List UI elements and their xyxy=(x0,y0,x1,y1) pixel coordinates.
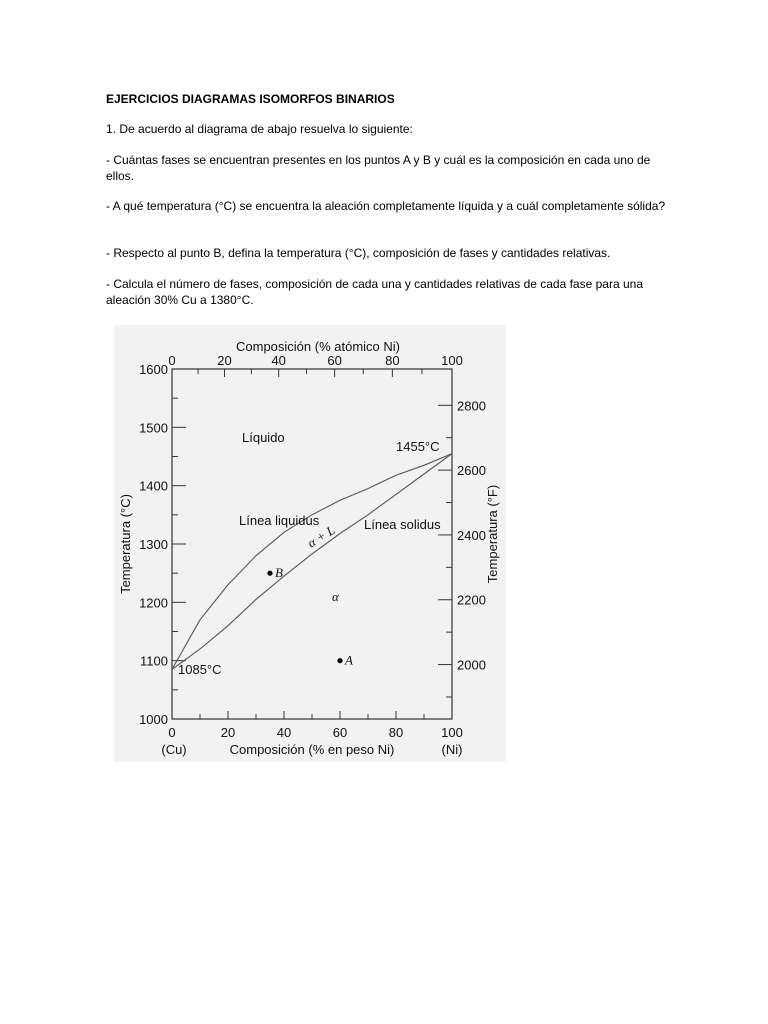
point-b xyxy=(267,571,272,576)
solidus-label: Línea solidus xyxy=(364,517,441,532)
y-tick-label: 1500 xyxy=(139,420,168,436)
x2-tick-label: 40 xyxy=(271,353,286,368)
paragraph-2: - Cuántas fases se encuentran presentes en los puntos A y B y cuál es la composición en cada uno de ellos. xyxy=(106,153,651,183)
paragraph-3: - A qué temperatura (°C) se encuentra la aleación completamente líquida y a cuál completamente sólida? xyxy=(106,199,666,213)
x-end-label-cu: (Cu) xyxy=(161,742,187,757)
y2-tick-label: 2800 xyxy=(457,398,486,414)
y2-tick-label: 2400 xyxy=(457,527,486,543)
y2-axis-label: Temperatura (°F) xyxy=(485,484,500,584)
y-tick-label: 1000 xyxy=(139,712,168,727)
region-label-liquid: Líquido xyxy=(242,430,285,445)
x-tick-label: 80 xyxy=(388,725,404,740)
y-axis-label: Temperatura (°C) xyxy=(118,494,133,594)
x-axis-label: Composición (% en peso Ni) xyxy=(229,742,395,757)
liquidus-label: Línea liquidus xyxy=(239,513,320,528)
x-tick-label: 20 xyxy=(220,725,236,740)
x2-tick-label: 80 xyxy=(385,353,400,368)
paragraph-4: - Respecto al punto B, defina la temperatura (°C), composición de fases y cantidades relativas. xyxy=(106,246,611,260)
document-title: EJERCICIOS DIAGRAMAS ISOMORFOS BINARIOS xyxy=(106,92,395,106)
point-label-a: A xyxy=(345,652,353,668)
cu-melting-label: 1085°C xyxy=(178,662,222,677)
y-tick-label: 1200 xyxy=(139,595,168,611)
y-tick-label: 1600 xyxy=(139,362,168,377)
y2-tick-label: 2000 xyxy=(457,657,486,673)
point-label-b: B xyxy=(275,565,283,581)
ni-melting-label: 1455°C xyxy=(396,439,440,454)
x-tick-label: 0 xyxy=(168,725,176,740)
paragraph-5: - Calcula el número de fases, composición de cada una y cantidades relativas de cada fase para una aleación 30% Cu a 1380°C. xyxy=(106,277,643,307)
x2-tick-label: 0 xyxy=(168,353,176,368)
x-end-label-ni: (Ni) xyxy=(441,742,463,757)
x2-tick-label: 20 xyxy=(217,353,232,368)
x2-tick-label: 60 xyxy=(327,353,342,368)
x-tick-label: 100 xyxy=(441,725,463,740)
y-tick-label: 1400 xyxy=(139,478,168,494)
x2-axis-label: Composición (% atómico Ni) xyxy=(236,339,400,354)
y-tick-label: 1100 xyxy=(140,653,168,669)
y2-tick-label: 2600 xyxy=(457,463,486,479)
x2-tick-label: 100 xyxy=(441,353,463,368)
y2-tick-label: 2200 xyxy=(457,592,486,608)
point-a xyxy=(337,658,342,663)
paragraph-1: 1. De acuerdo al diagrama de abajo resuelva lo siguiente: xyxy=(106,122,413,136)
x-tick-label: 60 xyxy=(332,725,348,740)
two-phase-label: α + L xyxy=(304,522,338,551)
y-tick-label: 1300 xyxy=(139,537,168,552)
x-tick-label: 40 xyxy=(276,725,292,740)
region-label-alpha: α xyxy=(332,589,339,604)
